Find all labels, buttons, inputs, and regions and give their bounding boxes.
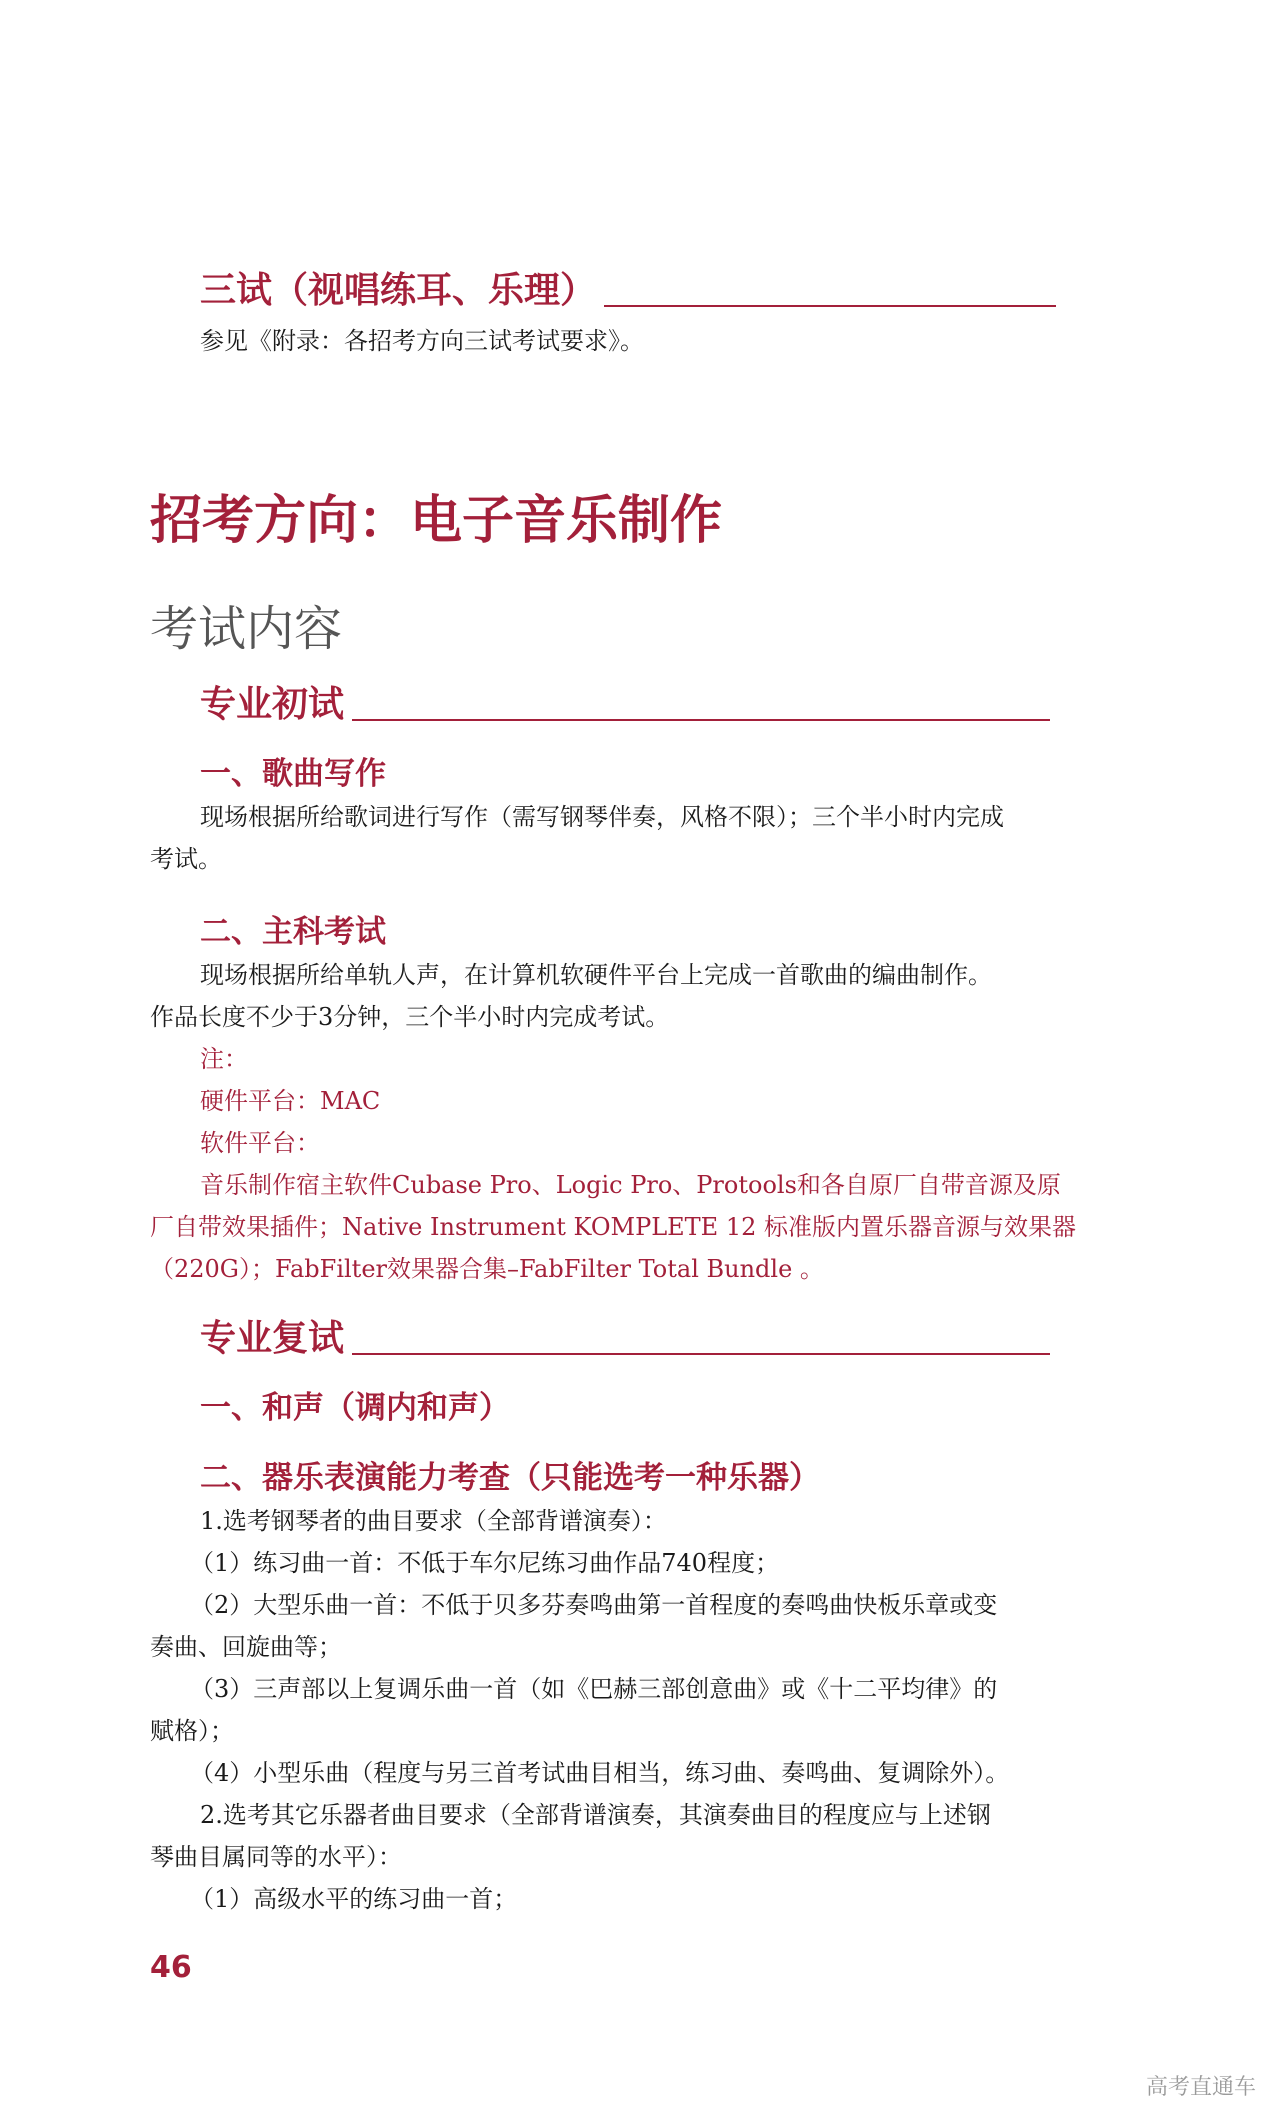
page-number: 46 <box>150 1950 192 1985</box>
initial-item2-title: 二、主科考试 <box>200 914 386 950</box>
retest-heading-row <box>200 1310 1050 1361</box>
initial-exam-heading-row <box>200 676 1050 727</box>
third-exam-heading-row <box>200 262 1056 313</box>
retest-line: （4）小型乐曲（程度与另三首考试曲目相当，练习曲、奏鸣曲、复调除外）。 <box>190 1759 1010 1787</box>
note-hardware: 硬件平台：MAC <box>200 1087 381 1115</box>
retest-line: （3）三声部以上复调乐曲一首（如《巴赫三部创意曲》或《十二平均律》的 <box>190 1675 998 1703</box>
retest-item2-title: 二、器乐表演能力考查（只能选考一种乐器） <box>200 1460 820 1496</box>
initial-item2-line1: 现场根据所给单轨人声，在计算机软硬件平台上完成一首歌曲的编曲制作。 <box>200 961 992 989</box>
note-line2: 厂自带效果插件；Native Instrument KOMPLETE 12 标准版内置乐器音源与效果器 <box>150 1213 1077 1241</box>
heading-rule <box>352 719 1050 721</box>
initial-exam-heading: 专业初试 <box>200 684 345 725</box>
retest-line: 琴曲目属同等的水平）： <box>150 1843 402 1871</box>
note-software: 软件平台： <box>200 1129 320 1157</box>
retest-line: 2.选考其它乐器者曲目要求（全部背谱演奏，其演奏曲目的程度应与上述钢 <box>200 1801 991 1829</box>
heading-rule <box>604 305 1056 307</box>
note-label: 注： <box>200 1045 248 1073</box>
note-line3: （220G）；FabFilter效果器合集–FabFilter Total Bundle 。 <box>150 1255 824 1283</box>
initial-item1-title: 一、歌曲写作 <box>200 756 386 792</box>
retest-line: （2）大型乐曲一首：不低于贝多芬奏鸣曲第一首程度的奏鸣曲快板乐章或变 <box>190 1591 998 1619</box>
retest-line: 赋格）； <box>150 1717 234 1745</box>
retest-heading: 专业复试 <box>200 1318 345 1359</box>
initial-item1-line1: 现场根据所给歌词进行写作（需写钢琴伴奏，风格不限）；三个半小时内完成 <box>200 803 1004 831</box>
initial-item1-line2: 考试。 <box>150 845 222 873</box>
initial-item2-line2: 作品长度不少于3分钟，三个半小时内完成考试。 <box>150 1003 670 1031</box>
retest-line: （1）练习曲一首：不低于车尔尼练习曲作品740程度； <box>190 1549 780 1577</box>
retest-item1-title: 一、和声（调内和声） <box>200 1390 510 1426</box>
retest-line: 奏曲、回旋曲等； <box>150 1633 342 1661</box>
retest-line: 1.选考钢琴者的曲目要求（全部背谱演奏）： <box>200 1507 667 1535</box>
exam-content-title: 考试内容 <box>150 601 343 657</box>
third-exam-text: 参见《附录：各招考方向三试考试要求》。 <box>200 327 644 355</box>
watermark-text: 高考直通车 <box>1145 2075 1256 2100</box>
note-line1: 音乐制作宿主软件Cubase Pro、Logic Pro、Protools和各自原厂自带音源及原 <box>200 1171 1061 1199</box>
third-exam-heading: 三试（视唱练耳、乐理） <box>200 270 597 311</box>
heading-rule <box>352 1353 1050 1355</box>
retest-line: （1）高级水平的练习曲一首； <box>190 1885 518 1913</box>
direction-title: 招考方向：电子音乐制作 <box>150 491 723 551</box>
